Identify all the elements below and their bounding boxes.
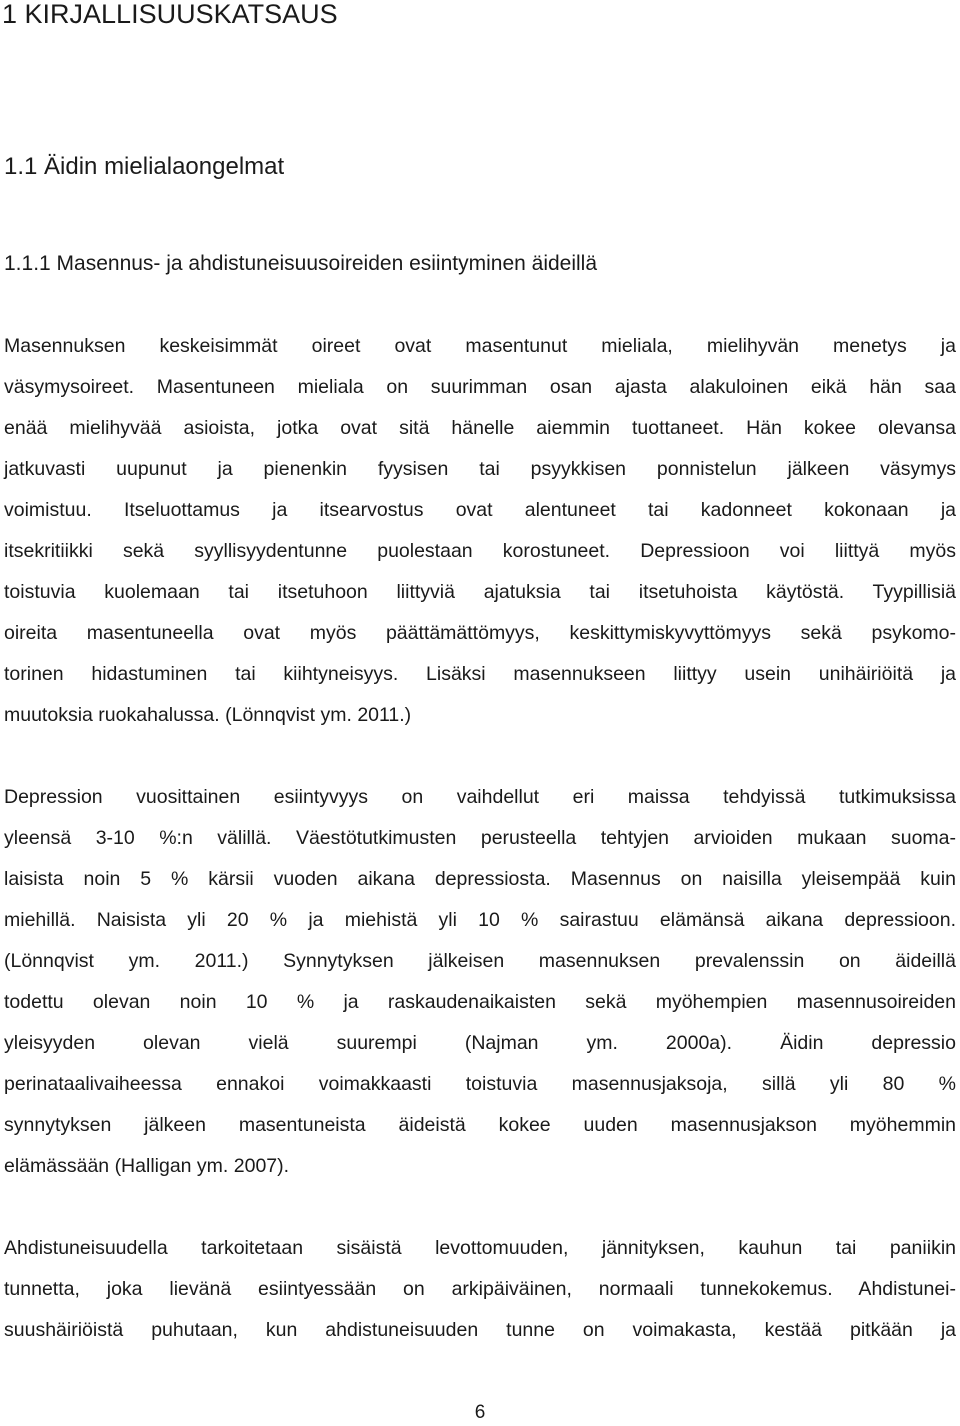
- text-line: voimistuu. Itseluottamus ja itsearvostus ovat alentuneet tai kadonneet kokonaan ja: [4, 499, 956, 521]
- text-line: suushäiriöistä puhutaan, kun ahdistuneisuuden tunne on voimakasta, kestää pitkään ja: [4, 1319, 956, 1341]
- text-line: Masennuksen keskeisimmät oireet ovat masentunut mieliala, mielihyvän menetys ja: [4, 335, 956, 357]
- text-line: yleensä 3-10 %:n välillä. Väestötutkimusten perusteella tehtyjen arvioiden mukaan suoma-: [4, 827, 956, 849]
- text-line: väsymysoireet. Masentuneen mieliala on suurimman osan ajasta alakuloinen eikä hän saa: [4, 376, 956, 398]
- text-line: perinataalivaiheessa ennakoi voimakkaasti toistuvia masennusjaksoja, sillä yli 80 %: [4, 1073, 956, 1095]
- text-line: elämässään (Halligan ym. 2007).: [4, 1155, 290, 1177]
- text-line: yleisyyden olevan vielä suurempi (Najman ym. 2000a). Äidin depressio: [4, 1032, 956, 1054]
- text-line: itsekritiikki sekä syyllisyydentunne puolestaan korostuneet. Depressioon voi liittyä myös: [4, 540, 956, 562]
- paragraph-depression-prevalence: [4, 777, 956, 1187]
- text-line: torinen hidastuminen tai kiihtyneisyys. Lisäksi masennukseen liittyy usein unihäiriöitä ja: [4, 663, 956, 685]
- text-line: tunnetta, joka lievänä esiintyessään on arkipäiväinen, normaali tunnekokemus. Ahdistunei-: [4, 1278, 956, 1300]
- subsection-heading: 1.1.1 Masennus- ja ahdistuneisuusoireiden esiintyminen äideillä: [4, 252, 598, 275]
- paragraph-depression-symptoms: [4, 326, 956, 736]
- text-line: toistuvia kuolemaan tai itsetuhoon liittyviä ajatuksia tai itsetuhoista käytöstä. Tyypillisiä: [4, 581, 956, 603]
- paragraph-anxiety: [4, 1228, 956, 1351]
- page-number: 6: [474, 1402, 486, 1423]
- text-line: todettu olevan noin 10 % ja raskaudenaikaisten sekä myöhempien masennusoireiden: [4, 991, 956, 1013]
- text-line: Ahdistuneisuudella tarkoitetaan sisäistä levottomuuden, jännityksen, kauhun tai paniikin: [4, 1237, 956, 1259]
- text-line: laisista noin 5 % kärsii vuoden aikana depressiosta. Masennus on naisilla yleisempää kuin: [4, 868, 956, 890]
- text-line: oireita masentuneella ovat myös päättämättömyys, keskittymiskyvyttömyys sekä psykomo-: [4, 622, 956, 644]
- text-line: Depression vuosittainen esiintyvyys on vaihdellut eri maissa tehdyissä tutkimuksissa: [4, 786, 956, 808]
- text-line: jatkuvasti uupunut ja pienenkin fyysisen tai psyykkisen ponnistelun jälkeen väsymys: [4, 458, 956, 480]
- text-line: muutoksia ruokahalussa. (Lönnqvist ym. 2011.): [4, 704, 412, 726]
- text-line: enää mielihyvää asioista, jotka ovat sitä hänelle aiemmin tuottaneet. Hän kokee olevansa: [4, 417, 956, 439]
- section-heading: 1.1 Äidin mielialaongelmat: [4, 153, 285, 180]
- chapter-heading: 1 KIRJALLISUUSKATSAUS: [2, 0, 338, 29]
- text-line: synnytyksen jälkeen masentuneista äideistä kokee uuden masennusjakson myöhemmin: [4, 1114, 956, 1136]
- text-line: miehillä. Naisista yli 20 % ja miehistä yli 10 % sairastuu elämänsä aikana depressioon.: [4, 909, 956, 931]
- text-line: (Lönnqvist ym. 2011.) Synnytyksen jälkeisen masennuksen prevalenssin on äideillä: [4, 950, 956, 972]
